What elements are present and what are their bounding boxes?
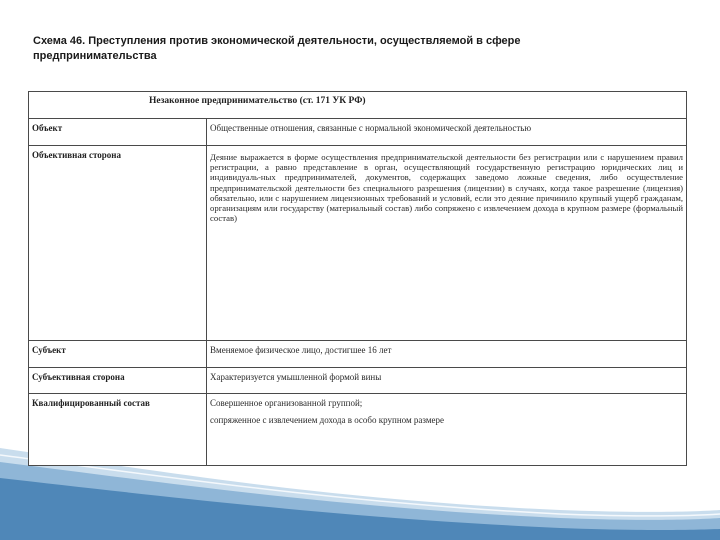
table-row-qualified [29, 394, 687, 466]
table-header: Незаконное предпринимательство (ст. 171 УК РФ) [29, 92, 687, 119]
row-label-qualified: Квалифицированный состав [29, 394, 207, 466]
row-text-object-line: Общественные отношения, связанные с нормальной экономической деятельностью [210, 123, 532, 133]
schema-table [28, 91, 687, 466]
row-label-subjective-side: Субъективная сторона [29, 368, 207, 394]
row-text-subjective-side [207, 368, 687, 394]
row-text-subjective-side-line: Характеризуется умышленной формой вины [210, 372, 382, 382]
row-text-qualified-line-2: сопряженное с извлечением дохода в особо крупном размере [210, 414, 445, 425]
row-label-subject: Субъект [29, 341, 207, 368]
row-label-objective-side: Объективная сторона [29, 146, 207, 341]
table-row-subject [29, 341, 687, 368]
row-label-object: Объект [29, 119, 207, 146]
table-header-row [29, 92, 687, 119]
table-row-subjective-side [29, 368, 687, 394]
row-text-object [207, 119, 687, 146]
row-text-objective-side-line: Деяние выражается в форме осуществления предпринимательской деятельности без регистрации или с нарушением правил регистрации, а равно представление в орган, осуществляющий государственную регистрацию юридических лиц и индивидуаль-ных предпринимателей, документов, содержащих заведомо ложные сведения, либо осуществление предпринимательской деятельности без специального разрешения (лицензии) в случаях, когда такое разрешение (лицензия) обязательно, или с нарушением лицензионных требований и условий, если это деяние причинило крупный ущерб гражданам, организациям или государству (материальный состав) либо сопряжено с извлечением дохода в крупном размере (формальный состав) [210, 152, 683, 224]
page-title: Схема 46. Преступления против экономической деятельности, осуществляемой в сфере предпринимательства [33, 35, 521, 62]
row-text-subject [207, 341, 687, 368]
row-text-qualified-line-1: Совершенное организованной группой; [210, 398, 363, 408]
row-text-subject-line: Вменяемое физическое лицо, достигшее 16 лет [210, 345, 392, 355]
table-row-objective-side [29, 146, 687, 341]
row-text-qualified [207, 394, 687, 466]
table-row-object [29, 119, 687, 146]
row-text-objective-side [207, 146, 687, 341]
